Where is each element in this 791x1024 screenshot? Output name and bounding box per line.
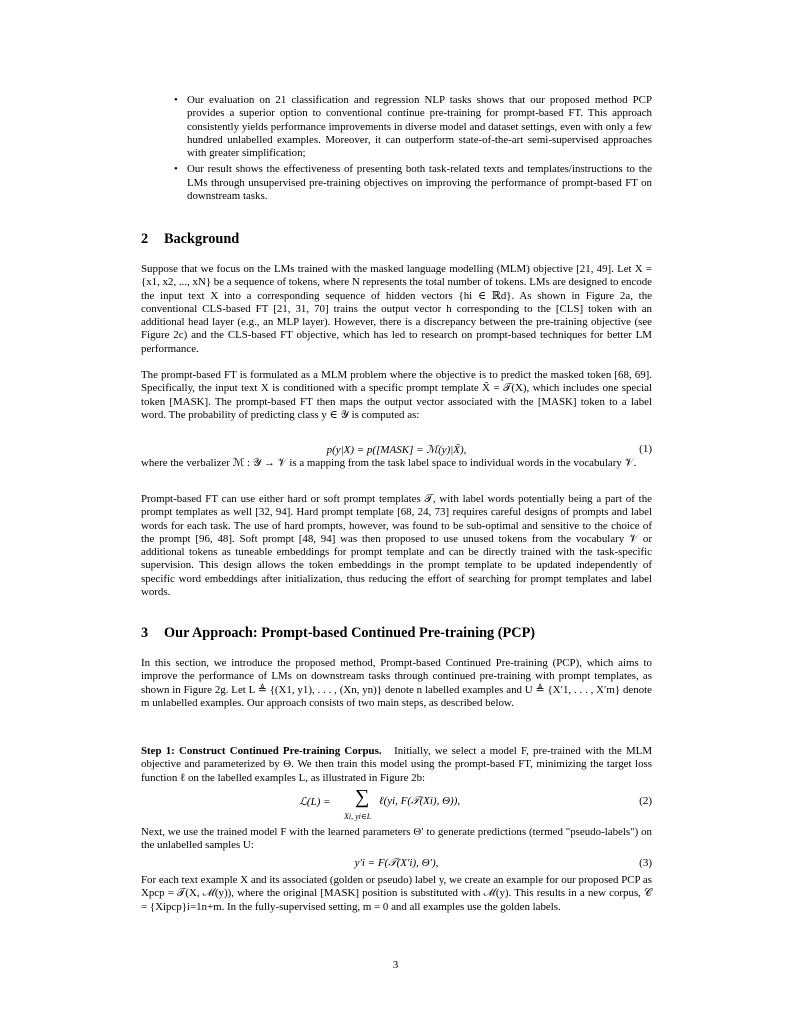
section-3-heading: 3 Our Approach: Prompt-based Continued Pre-training (PCP) (141, 625, 536, 641)
bullet-text: Our evaluation on 21 classification and regression NLP tasks shows that our proposed method PCP provides a superior option to conventional continue pre-training for prompt-based FT. This approach consistently yields performance improvements in diverse model and dataset settings, even with only a few hundred unlabelled examples. Moreover, it can outperform state-of-the-art semi-supervised approaches with greater simplification; (187, 94, 652, 160)
equation-2: ℒ(L) = ∑ Xi, yi∈L ℓ(yi, F(𝒯(Xi), Θ)), (2) (299, 786, 652, 821)
background-paragraph-2: The prompt-based FT is formulated as a MLM problem where the objective is to predict the masked token [68, 69]. Specifically, the input text X is conditioned with a specific prompt template X̃ = 𝒯(X), which includes one special token [MASK]. The prompt-based FT then maps the output vector associated with the [MASK] token to a label word. The probability of predicting class y ∈ 𝒴 is computed as: (141, 369, 652, 421)
equation-3: y′i = F(𝒯(X′i), Θ′), (3) (354, 857, 652, 869)
equation-1: p(y|X) = p([MASK] = ℳ(y)|X̃), (1) (326, 443, 652, 456)
approach-paragraph-3: For each text example X and its associated (golden or pseudo) label y, we create an example for our proposed PCP as Xpcp = 𝒯(X, ℳ(y)), where the original [MASK] position is substituted with ℳ(y). This results in a new corpus, 𝒞 = {Xipcp}i=1n+m. In the fully-supervised setting, m = 0 and all examples use the golden labels. (141, 874, 652, 913)
background-paragraph-3: where the verbalizer ℳ : 𝒴 → 𝒱 is a mapping from the task label space to individual words in the vocabulary 𝒱. (141, 457, 637, 469)
page-number: 3 (392, 959, 399, 971)
list-item: • Our result shows the effectiveness of presenting both task-related texts and templates/instructions to the LMs through unsupervised pre-training objectives on improving the performance of prompt-based FT on downstream tasks. (174, 163, 652, 203)
section-2-heading: 2 Background (141, 231, 240, 247)
approach-paragraph-2: Next, we use the trained model F with the learned parameters Θ′ to generate predictions (termed "pseudo-labels") on the unlabelled samples U: (141, 826, 652, 852)
contribution-list (141, 94, 652, 206)
bullet-text: Our result shows the effectiveness of presenting both task-related texts and templates/instructions to the LMs through unsupervised pre-training objectives on improving the performance of prompt-based FT on downstream tasks. (187, 163, 652, 203)
background-paragraph-4: Prompt-based FT can use either hard or soft prompt templates 𝒯, with label words potentially being a part of the prompt templates as well [32, 94]. Hard prompt template [68, 24, 73] requires careful designs of prompts and label words for each task. The use of hard prompts, however, was found to be sub-optimal and sensitive to the choice of the prompt [96, 48]. Soft prompt [48, 94] was then proposed to use unused tokens from the vocabulary 𝒱 or additional tokens as tuneable embeddings for prompt template and can be directly trained with the task-specific supervision. This design allows the token embeddings in the prompt template to be updated independently of specific word embeddings after initialization, thus reducing the effort of searching for prompt templates and label words. (141, 493, 652, 599)
background-paragraph-1: Suppose that we focus on the LMs trained with the masked language modelling (MLM) objective [21, 49]. Let X = {x1, x2, ..., xN} be a sequence of tokens, where N represents the total number of tokens. LMs are designed to encode the input text X into a corresponding sequence of hidden vectors {hi ∈ ℝd}. As shown in Figure 2a, the conventional CLS-based FT [21, 31, 70] trains the output vector h corresponding to the [CLS] token with an additional head layer (e.g., an MLP layer). However, there is a discrepancy between the pre-training objective (see Figure 2c) and the CLS-based FT objective, which has led to research on prompt-based techniques for better LM performance. (141, 263, 652, 355)
step1-title: Step 1: Construct Continued Pre-training Corpus. (141, 745, 382, 757)
step1-paragraph: Step 1: Construct Continued Pre-training Corpus. Initially, we select a model F, pre-trained with the MLM objective and parameterized by Θ. We then train this model using the prompt-based FT, minimizing the target loss function ℓ on the labelled examples L, as illustrated in Figure 2b: (141, 745, 653, 784)
approach-paragraph-1: In this section, we introduce the proposed method, Prompt-based Continued Pre-training (PCP), which aims to improve the performance of LMs on downstream tasks through continued pre-training with prompt templates, as shown in Figure 2g. Let L ≜ {(X1, y1), . . . , (Xn, yn)} denote n labelled examples and U ≜ {X′1, . . . , X′m} denote m unlabelled examples. Our approach consists of two main steps, as described below. (141, 657, 652, 709)
list-item: • Our evaluation on 21 classification and regression NLP tasks shows that our proposed method PCP provides a superior option to conventional continue pre-training for prompt-based FT. This approach consistently yields performance improvements in diverse model and dataset settings, even with only a few hundred unlabelled examples. Moreover, it can outperform state-of-the-art semi-supervised approaches with greater simplification; (174, 94, 652, 160)
